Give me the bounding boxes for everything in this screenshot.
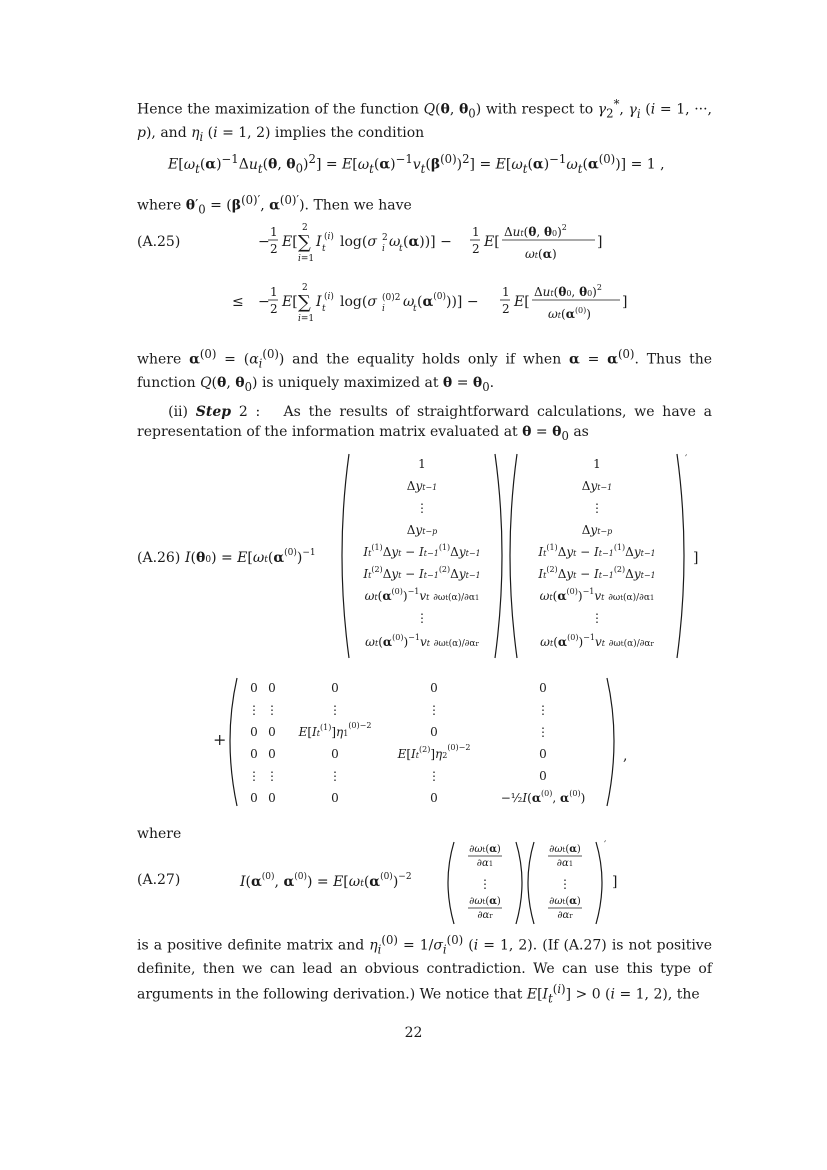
svg-text:⋮: ⋮: [416, 501, 428, 515]
svg-text:′: ′: [604, 840, 607, 851]
svg-text:∂ωt(α): ∂ωt(α): [469, 896, 501, 907]
svg-text:2: 2: [502, 302, 510, 316]
svg-text:−: −: [258, 234, 270, 250]
svg-text:I(θ0) = E[ωt(α(0))−1: $I(\theta 0) = E[\omega t(\alpha^{(0)})^{-1}$: [185, 548, 316, 566]
svg-text:0: 0: [268, 747, 276, 761]
svg-text:,: ,: [623, 748, 628, 764]
svg-text:ωt(α(0))−1vt ∂ωt(α)/∂α1: $\omega t(\alpha^{(0)})^{-1}vt$ ∂ωt(α)/∂α1: [364, 587, 480, 603]
svg-text:]: ]: [597, 234, 603, 250]
svg-text:2: 2: [302, 283, 308, 293]
svg-text:∑: ∑: [298, 232, 311, 253]
svg-text:(i): (i): [324, 232, 334, 242]
page-number: 22: [404, 1025, 423, 1041]
svg-text:i=1: i=1: [298, 314, 315, 324]
svg-text:ω: ω: [403, 294, 415, 310]
svg-text:0: 0: [250, 747, 258, 761]
where-label: where: [137, 826, 182, 842]
svg-text:It(1)Δyt − It−1(1)Δyt−1: $It^{(1)}\Delta yt - It-1^{(1)}\Delta yt-1$: [538, 543, 656, 559]
svg-text:t: t: [322, 244, 326, 254]
svg-text:log(σ: log(σ: [340, 234, 377, 250]
svg-text:∑: ∑: [298, 292, 311, 313]
svg-text:ωt(α(0)): $\omega t(\alpha^{(0)})$: [548, 306, 591, 321]
equation-condition: $E[\omega_t(\alpha)^{-1}\Delta u_t(\theta$, $\theta_0)^2] = E[\omega_t(\alpha)^{-1}v_t(\beta^{(0)})^2] = E[\omega_t(\alpha)^{-1}\omega_t(\alpha^{(0)})] = 1$ ,: [168, 152, 665, 176]
svg-text:ωt(α): ωt(α): [525, 247, 557, 261]
svg-text:0: 0: [250, 681, 258, 695]
svg-text:ωt(α(0))−1vt ∂ωt(α)/∂α1: $\omega t(\alpha^{(0)})^{-1}vt$ ∂ωt(α)/∂α1: [539, 587, 655, 603]
svg-text:1: 1: [472, 225, 480, 239]
svg-text:E[: E[: [514, 294, 530, 310]
equation-a25-label: (A.25): [137, 234, 181, 250]
svg-text:∂ωt(α): ∂ωt(α): [549, 844, 581, 855]
svg-text:(A.26): (A.26): [137, 550, 181, 566]
svg-text:⋮: ⋮: [266, 769, 278, 783]
svg-text:Δyt−1: Δyt−1: [406, 479, 438, 493]
svg-text:i: i: [382, 304, 385, 314]
svg-text:ωt(α(0))−1vt ∂ωt(α)/∂αr: $\omega t(\alpha^{(0)})^{-1}vt$ ∂ωt(α)/∂αr: [540, 633, 654, 649]
svg-text:I: I: [316, 294, 322, 310]
svg-text:⋮: ⋮: [559, 877, 571, 891]
svg-text:∂α1: ∂α1: [476, 858, 494, 869]
svg-text:2: 2: [302, 223, 308, 233]
paragraph-step2: (ii) Step 2 : As the results of straightforward calculations, we have a representation of the information matrix evaluated at $\theta = \theta_0$ as: [137, 404, 712, 443]
svg-text:⋮: ⋮: [248, 703, 260, 717]
svg-text:Δyt−p: Δyt−p: [581, 523, 613, 537]
svg-text:Δyt−1: Δyt−1: [581, 479, 613, 493]
svg-text:≤: ≤: [232, 294, 244, 310]
svg-text:]: ]: [622, 294, 628, 310]
svg-text:⋮: ⋮: [428, 769, 440, 783]
svg-text:i=1: i=1: [298, 254, 315, 264]
svg-text:2: 2: [382, 233, 388, 243]
svg-text:0: 0: [331, 747, 339, 761]
svg-text:ωt(α(0))−1vt ∂ωt(α)/∂αr: $\omega t(\alpha^{(0)})^{-1}vt$ ∂ωt(α)/∂αr: [365, 633, 479, 649]
svg-text:0: 0: [539, 769, 547, 783]
svg-text:⋮: ⋮: [591, 501, 603, 515]
svg-text:2: 2: [270, 302, 278, 316]
svg-text:1: 1: [270, 225, 278, 239]
svg-text:+: +: [213, 730, 227, 749]
svg-text:1: 1: [418, 457, 426, 471]
svg-text:∂α1: ∂α1: [556, 858, 574, 869]
svg-text:t: t: [322, 304, 326, 314]
svg-text:∂ωt(α): ∂ωt(α): [549, 896, 581, 907]
svg-text:0: 0: [430, 725, 438, 739]
svg-text:It(1)Δyt − It−1(1)Δyt−1: $It^{(1)}\Delta yt - It-1^{(1)}\Delta yt-1$: [363, 543, 481, 559]
svg-text:′: ′: [685, 454, 688, 465]
svg-text:⋮: ⋮: [329, 769, 341, 783]
svg-text:0: 0: [250, 791, 258, 805]
svg-text:Δut(θ, θ0)2: Δut(θ, θ0)$^2$: [504, 223, 567, 239]
svg-text:E[: E[: [484, 234, 500, 250]
svg-text:−: −: [258, 294, 270, 310]
svg-text:ω: ω: [389, 234, 401, 250]
svg-text:0: 0: [268, 725, 276, 739]
svg-text:t: t: [413, 304, 417, 314]
svg-text:0: 0: [430, 681, 438, 695]
svg-text:∂αr: ∂αr: [557, 910, 573, 921]
paragraph-maximization: Hence the maximization of the function Q(θ, $\theta_0$) with respect to $\gamma_2^*$, $\gamma_i$ (i = 1, ···, p), and $\eta_i$ (i = 1, 2) implies the condition: [137, 97, 712, 145]
svg-text:⋮: ⋮: [479, 877, 491, 891]
svg-text:⋮: ⋮: [416, 611, 428, 625]
svg-text:(0)2: (0)2: [382, 293, 401, 303]
svg-text:⋮: ⋮: [537, 703, 549, 717]
svg-text:0: 0: [430, 791, 438, 805]
svg-text:⋮: ⋮: [248, 769, 260, 783]
svg-text:2: 2: [270, 242, 278, 256]
svg-text:⋮: ⋮: [428, 703, 440, 717]
svg-text:(α))] −: (α))] −: [403, 234, 452, 250]
svg-text:E[It(2)]η2(0)−2: $E[It^{(2)}]\eta 2^{(0)-2}$: [397, 743, 471, 761]
svg-text:⋮: ⋮: [266, 703, 278, 717]
svg-text:(α(0)))] −: $(\alpha^{(0)})$)] −: [417, 292, 479, 310]
paragraph-equality: where $\alpha^{(0)} = (\alpha_i^{(0)})$ and the equality holds only if when $\alpha = \alpha^{(0)}$. Thus the function Q(θ, $\theta_0$) is uniquely maximized at $\theta = \theta_0$.: [137, 347, 712, 395]
svg-text:0: 0: [268, 681, 276, 695]
svg-text:0: 0: [539, 747, 547, 761]
svg-text:(i): (i): [324, 292, 334, 302]
svg-text:0: 0: [539, 681, 547, 695]
svg-text:⋮: ⋮: [591, 611, 603, 625]
equation-a25: [232, 218, 650, 333]
paragraph-positive-definite: is a positive definite matrix and $\eta_i^{(0)} = 1/\sigma_i^{(0)}$ (i = 1, 2). (If (A.27) is not positive definite, then we can lead an obvious contradiction. We can use this type of arguments in the following derivation.) We notice that $E[I_t^{(i)}] > 0$ (i = 1, 2), the: [137, 933, 712, 1006]
svg-text:1: 1: [502, 285, 510, 299]
svg-text:0: 0: [331, 791, 339, 805]
svg-text:It(2)Δyt − It−1(2)Δyt−1: $It^{(2)}\Delta yt - It-1^{(2)}\Delta yt-1$: [363, 565, 481, 581]
svg-text:0: 0: [250, 725, 258, 739]
svg-text:Δut(θ0, θ0)2: Δut(θ0, θ0)$^2$: [534, 283, 602, 299]
svg-text:]: ]: [612, 874, 618, 890]
svg-text:⋮: ⋮: [329, 703, 341, 717]
svg-text:0: 0: [331, 681, 339, 695]
svg-text:It(2)Δyt − It−1(2)Δyt−1: $It^{(2)}\Delta yt - It-1^{(2)}\Delta yt-1$: [538, 565, 656, 581]
svg-text:1: 1: [270, 285, 278, 299]
equation-a27-label: (A.27): [137, 872, 181, 888]
svg-text:E[: E[: [282, 234, 298, 250]
svg-text:⋮: ⋮: [537, 725, 549, 739]
svg-text:2: 2: [472, 242, 480, 256]
paragraph-where-theta: where $\theta'_0 = (\beta^{(0)'}$, $\alpha^{(0)'}$). Then we have: [137, 193, 412, 217]
svg-text:Δyt−p: Δyt−p: [406, 523, 438, 537]
svg-text:∂αr: ∂αr: [477, 910, 493, 921]
svg-text:log(σ: log(σ: [340, 294, 377, 310]
svg-text:∂ωt(α): ∂ωt(α): [469, 844, 501, 855]
svg-text:1: 1: [593, 457, 601, 471]
svg-text:I(α(0), α(0)) = E[ωt(α(0))−2: $I(\alpha^{(0)}$, $\alpha^{(0)}) = E[\omega t(\alpha^{(0)})^{-2}$: [240, 872, 412, 890]
svg-text:E[: E[: [282, 294, 298, 310]
svg-text:I: I: [316, 234, 322, 250]
svg-text:t: t: [399, 244, 403, 254]
svg-text:]: ]: [693, 550, 699, 566]
equation-a27: [240, 838, 620, 928]
equation-a26: [137, 450, 712, 820]
svg-text:E[It(1)]η1(0)−2: $E[It^{(1)}]\eta 1^{(0)-2}$: [298, 721, 372, 739]
svg-text:0: 0: [268, 791, 276, 805]
svg-text:−½I(α(0), α(0)): $-\frac{1}{2}I(\alpha^{(0)}$, $\alpha^{(0)}$): [500, 789, 586, 805]
svg-text:i: i: [382, 244, 385, 254]
